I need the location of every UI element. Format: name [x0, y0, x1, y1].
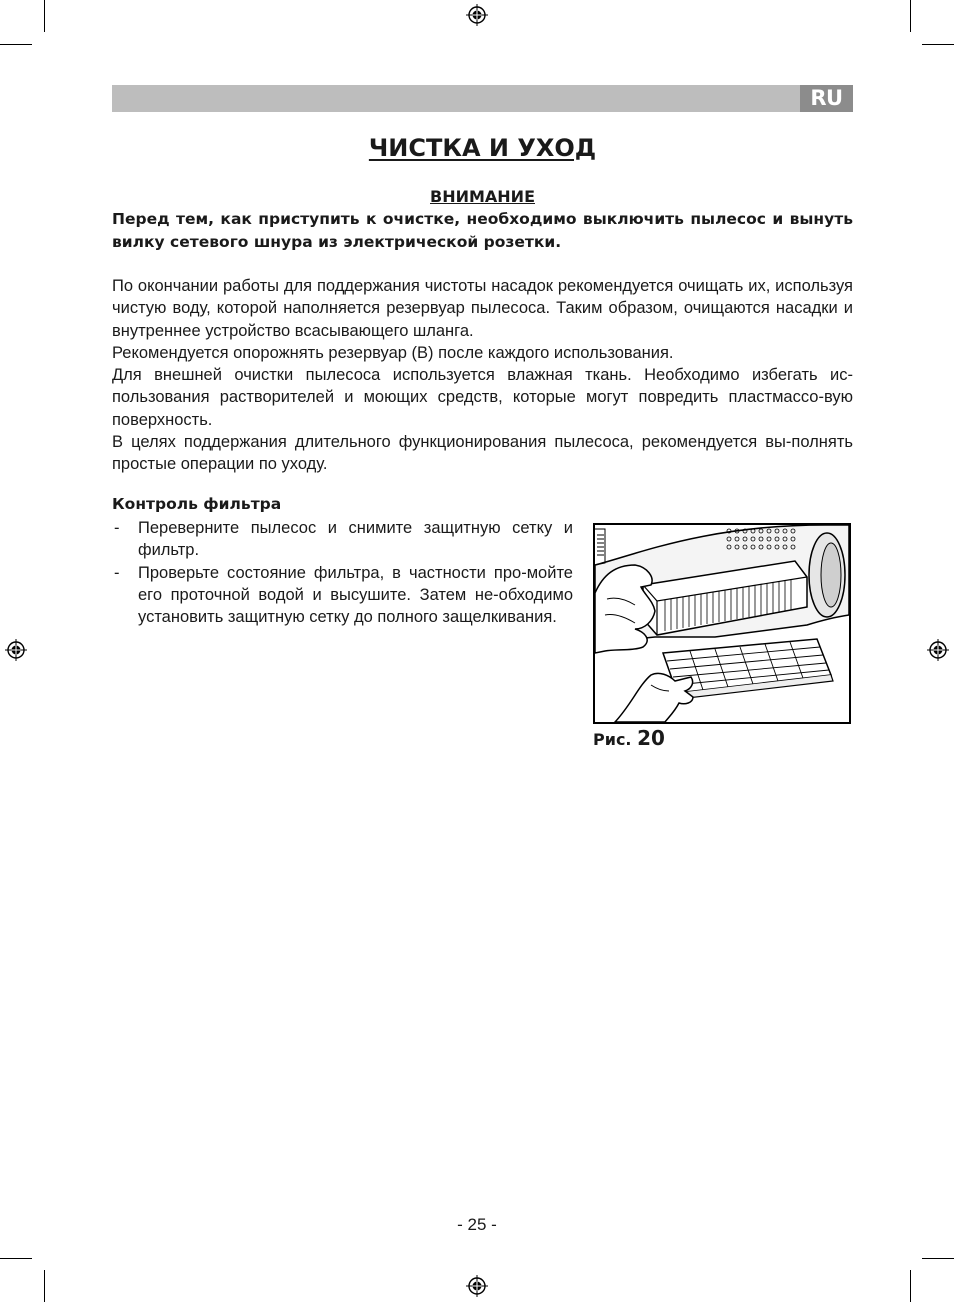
body-paragraph: По окончании работы для поддержания чистоты насадок рекомендуется очищать их, используя чистую воду, которой наполняется резервуар пылесоса. Таким образом, очищаются насадки и внутреннее устройство всасывающего шланга.: [112, 277, 853, 340]
crop-mark: [910, 0, 911, 32]
language-badge: RU: [800, 85, 853, 112]
page-number: - 25 -: [457, 1215, 497, 1234]
filter-section-heading: Контроль фильтра: [112, 495, 282, 513]
list-item-text: Проверьте состояние фильтра, в частности про-мойте его проточной водой и высушите. Затем не-обходимо установить защитную сетку до полного защелкивания.: [138, 563, 573, 627]
warning-text: Перед тем, как приступить к очистке, необходимо выключить пылесос и вынуть вилку сетевого шнура из электрической розетки.: [112, 210, 853, 251]
crop-mark: [922, 44, 954, 45]
filter-removal-illustration: [595, 525, 849, 722]
list-item: [112, 517, 573, 562]
crop-mark: [44, 1270, 45, 1302]
figure-caption-number: 20: [637, 726, 665, 750]
body-paragraph: В целях поддержания длительного функционирования пылесоса, рекомендуется вы-полнять простые операции по уходу.: [112, 433, 853, 474]
page-title: ЧИСТКА И УХОД: [368, 134, 597, 162]
registration-mark-icon: [466, 1275, 488, 1297]
crop-mark: [922, 1258, 954, 1259]
body-text: [112, 275, 853, 476]
crop-mark: [910, 1270, 911, 1302]
registration-mark-icon: [466, 4, 488, 26]
crop-mark: [0, 1258, 32, 1259]
registration-mark-icon: [5, 639, 27, 661]
list-item-text: Переверните пылесос и снимите защитную сетку и фильтр.: [138, 519, 573, 560]
header-bar: [112, 85, 853, 112]
figure-caption-label: Рис.: [593, 730, 632, 749]
body-paragraph: Рекомендуется опорожнять резервуар (В) после каждого использования.: [112, 343, 674, 362]
bullet-marker: -: [114, 563, 120, 582]
filter-steps-list: [112, 517, 573, 628]
registration-mark-icon: [927, 639, 949, 661]
body-paragraph: Для внешней очистки пылесоса используется влажная ткань. Необходимо избегать ис-пользования растворителей и моющих средств, которые могут повредить пластмассо-вую поверхность.: [112, 366, 853, 429]
crop-mark: [44, 0, 45, 32]
list-item: [112, 562, 573, 629]
crop-mark: [0, 44, 32, 45]
figure-caption: [593, 726, 665, 750]
bullet-marker: -: [114, 519, 120, 537]
figure-illustration: [593, 523, 851, 724]
warning-heading: ВНИМАНИЕ: [430, 187, 535, 206]
